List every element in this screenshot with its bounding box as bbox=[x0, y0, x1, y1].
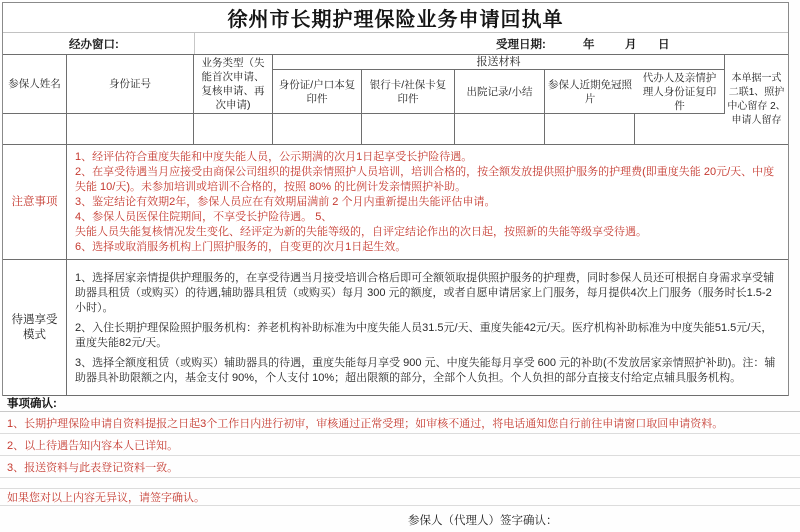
month-label: 月 bbox=[625, 39, 637, 51]
info-row bbox=[3, 33, 788, 54]
day-label: 日 bbox=[658, 39, 670, 51]
col-header-business-type: 业务类型（失能首次申请、复核申请、再次申请) bbox=[194, 55, 273, 114]
benefit-item-3: 3、选择全额度租赁（或购买）辅助器具的待遇，重度失能每月享受 900 元、中度失能每月享受 600 元的补助(不发放居家亲情照护补助)。注：辅助器具补助限额之内，基金支付 90%，个人支付 10%；超出限额的部分，全部个人负担。个人负担的部分直接支付给定点辅具服务机构。 bbox=[75, 356, 776, 384]
col-header-discharge-record: 出院记录/小结 bbox=[455, 70, 545, 114]
col-header-id-copy: 身份证/户口本复印件 bbox=[273, 70, 362, 114]
benefit-mode-label: 待遇享受模式 bbox=[3, 260, 67, 396]
year-label: 年 bbox=[583, 39, 595, 51]
benefit-item-2: 2、入住长期护理保险照护服务机构：养老机构补助标准为中度失能人员31.5元/天、重度失能42元/天。医疗机构补助标准为中度失能51.5元/天，重度失能82元/天。 bbox=[75, 321, 773, 349]
materials-header: 报送材料 bbox=[273, 55, 725, 70]
confirmation-item-1: 1、长期护理保险申请自资料提报之日起3个工作日内进行初审，审核通过正常受理；如审核不通过，将电话通知您自行前往申请窗口取回申请资料。 bbox=[0, 412, 800, 434]
data-cell-m3 bbox=[455, 114, 545, 145]
col-header-id-number: 身份证号 bbox=[67, 55, 194, 114]
accept-date-label: 受理日期: bbox=[496, 39, 546, 51]
notice-label: 注意事项 bbox=[3, 145, 67, 260]
confirmation-heading: 事项确认: bbox=[0, 395, 800, 412]
confirmation-item-2: 2、以上待遇告知内容本人已详知。 bbox=[0, 434, 800, 456]
page-title: 徐州市长期护理保险业务申请回执单 bbox=[3, 3, 788, 33]
notice-line-5-marker: 5、 bbox=[315, 211, 333, 223]
application-table bbox=[3, 54, 788, 396]
notice-line-3: 3、鉴定结论有效期2年，参保人员应在有效期届满前 2 个月内重新提出失能评估申请。 bbox=[75, 196, 496, 208]
data-cell-m4 bbox=[545, 114, 635, 145]
data-cell-biz-type bbox=[194, 114, 273, 145]
data-cell-m1 bbox=[273, 114, 362, 145]
benefit-mode-content bbox=[67, 260, 788, 396]
data-cell-name bbox=[3, 114, 67, 145]
signature-label: 参保人（代理人）签字确认： bbox=[408, 515, 558, 527]
notice-line-4 bbox=[75, 210, 780, 225]
data-cell-m5 bbox=[635, 114, 725, 145]
confirmation-section bbox=[0, 395, 800, 532]
window-label: 经办窗口: bbox=[69, 39, 119, 51]
data-cell-m2 bbox=[362, 114, 455, 145]
confirmation-item-3: 3、报送资料与此表登记资料一致。 bbox=[0, 456, 800, 478]
notice-line-1: 1、经评估符合重度失能和中度失能人员，公示期满的次月1日起享受长护险待遇。 bbox=[75, 151, 473, 163]
notice-line-5: 失能人员失能复核情况发生变化、经评定为新的失能等级的，自评定结论作出的次日起，按照新的失能等级享受待遇。 bbox=[75, 226, 647, 238]
signature-prompt: 如果您对以上内容无异议，请签字确认。 bbox=[0, 489, 800, 506]
benefit-item-1: 1、选择居家亲情提供护理服务的，在享受待遇当月接受培训合格后即可全额领取提供照护服务的护理费，同时参保人员还可根据自身需求享受辅助器具租赁（或购买）的待遇,辅助器具租赁（或购买）每月 300 元的额度，或者自愿申请居家上门服务，每月提供4次上门服务（服务时长1.5-2小时）。 bbox=[75, 271, 775, 314]
notice-line-4-text: 4、参保人员医保住院期间，不享受长护险待遇。 bbox=[75, 211, 313, 223]
spacer-row bbox=[0, 478, 800, 489]
col-header-insured-name: 参保人姓名 bbox=[3, 55, 67, 114]
col-header-agent-id-copy: 代办人及亲情护理人身份证复印件 bbox=[635, 70, 725, 114]
col-header-bankcard-copy: 银行卡/社保卡复印件 bbox=[362, 70, 455, 114]
notice-content bbox=[67, 145, 788, 260]
notice-line-2: 2、在享受待遇当月应接受由商保公司组织的提供亲情照护人员培训，培训合格的，按全额发放提供照护服务的护理费(即重度失能 20元/天、中度失能 10/天)。未参加培训或培训不合格的，按照 80% 的比例计发亲情照护补助。 bbox=[75, 166, 775, 193]
form-table bbox=[2, 2, 789, 396]
copy-distribution-note: 本单据一式二联1、照护中心留存 2、申请人留存 bbox=[725, 55, 788, 145]
data-cell-id bbox=[67, 114, 194, 145]
info-row-divider bbox=[194, 33, 195, 54]
col-header-photo: 参保人近期免冠照片 bbox=[545, 70, 635, 114]
notice-line-6: 6、选择或取消服务机构上门照护服务的，自变更的次月1日起生效。 bbox=[75, 241, 407, 253]
